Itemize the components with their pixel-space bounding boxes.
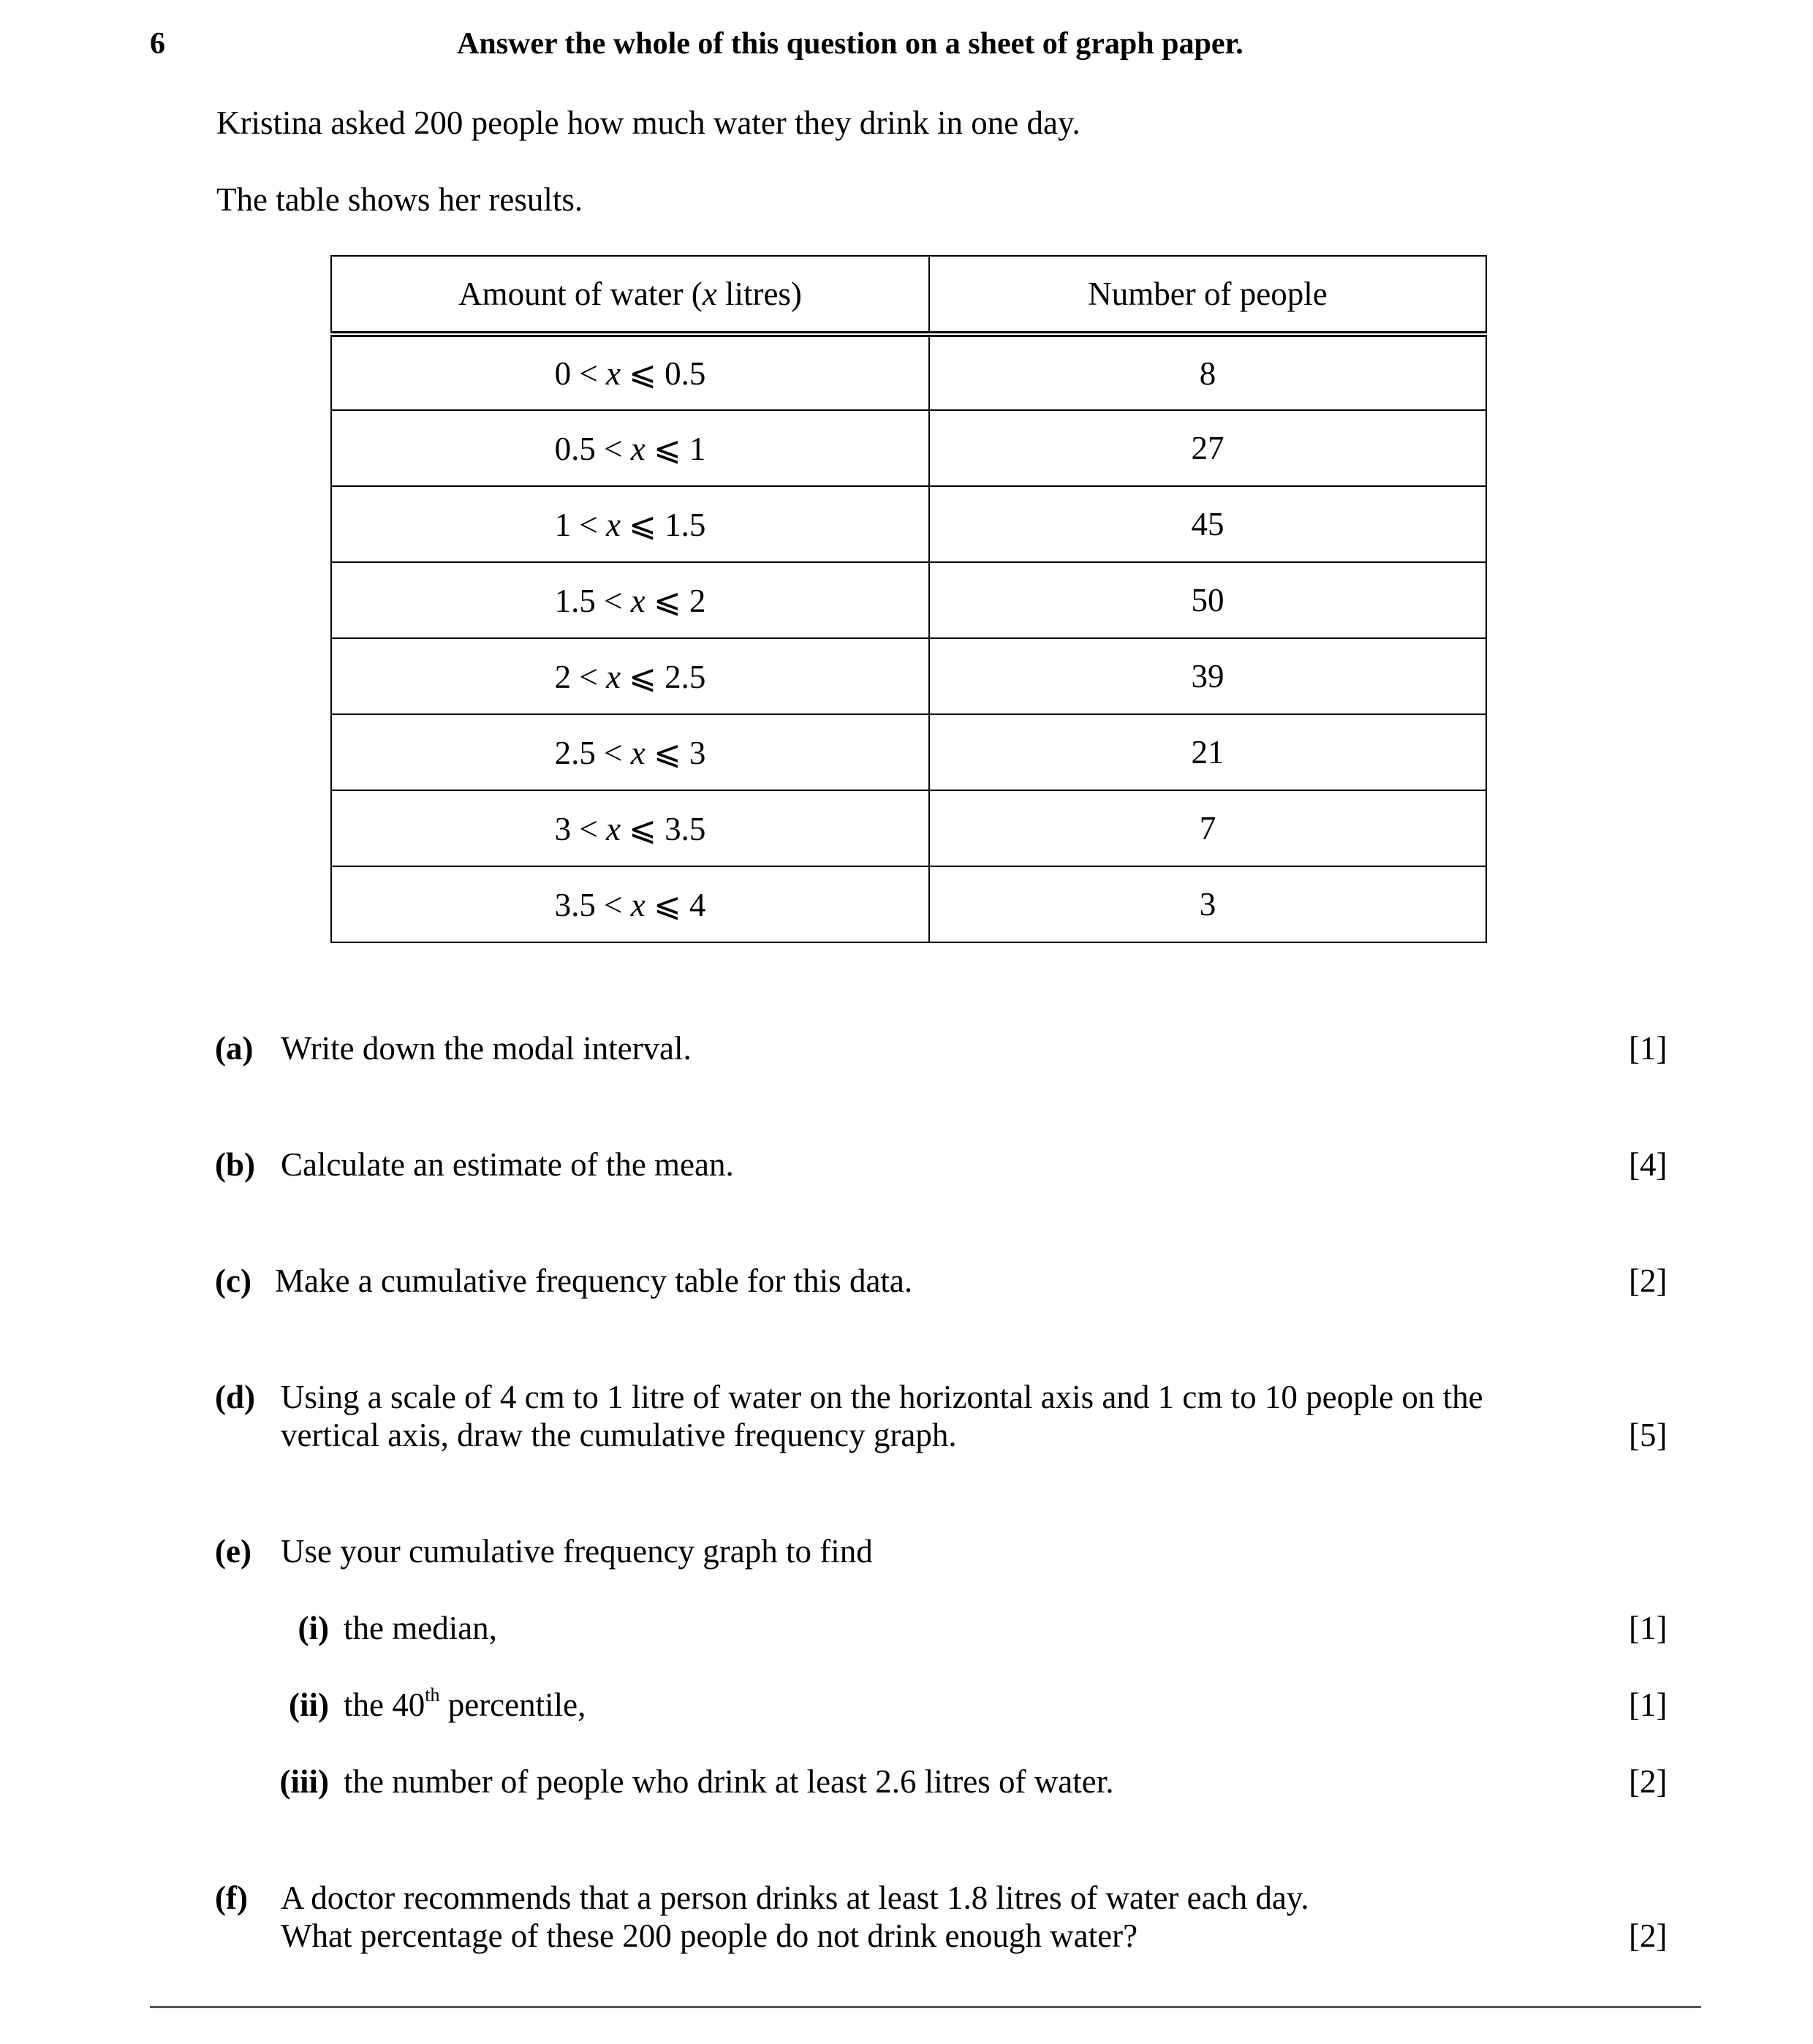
interval-cell: [331, 790, 929, 866]
part-e-iii-label: (iii): [279, 1763, 329, 1800]
less-than-sign: <: [579, 355, 598, 392]
less-or-equal-sign: ⩽: [629, 810, 656, 847]
part-d-label: (d): [215, 1379, 255, 1415]
part-b-label: (b): [215, 1146, 255, 1183]
part-e-i-marks: [1]: [1629, 1610, 1668, 1646]
interval-lower: 1.5: [554, 582, 596, 619]
interval-upper: 3: [689, 734, 706, 771]
part-e-ii-marks: [1]: [1629, 1687, 1668, 1723]
part-e-i-text: the median,: [344, 1610, 497, 1646]
less-than-sign: <: [604, 886, 623, 923]
part-a-text: Write down the modal interval.: [281, 1030, 692, 1067]
interval-upper: 3.5: [665, 810, 706, 847]
part-d-text-line-2: vertical axis, draw the cumulative frequency graph.: [281, 1417, 957, 1453]
part-a-label: (a): [215, 1030, 254, 1067]
less-than-sign: <: [604, 430, 623, 467]
frequency-cell: 8: [929, 334, 1486, 410]
part-e-text: Use your cumulative frequency graph to find: [281, 1533, 873, 1570]
less-or-equal-sign: ⩽: [653, 734, 681, 771]
part-c-label: (c): [215, 1263, 251, 1299]
less-or-equal-sign: ⩽: [653, 430, 681, 467]
interval-upper: 2: [689, 582, 706, 619]
frequency-cell: 21: [929, 714, 1486, 790]
less-than-sign: <: [604, 582, 623, 619]
interval-lower: 0: [554, 355, 572, 392]
less-or-equal-sign: ⩽: [653, 582, 681, 619]
part-e-ii-label: (ii): [289, 1687, 329, 1723]
table-row: [331, 638, 1486, 714]
interval-variable: x: [605, 658, 621, 695]
results-table: [330, 255, 1487, 943]
frequency-cell: 39: [929, 638, 1486, 714]
part-b-text: Calculate an estimate of the mean.: [281, 1146, 734, 1183]
part-e-i: [266, 1609, 497, 1647]
intro-line-1: Kristina asked 200 people how much water they drink in one day.: [216, 105, 1080, 141]
interval-variable: x: [630, 582, 646, 619]
part-f-label: (f): [215, 1880, 248, 1916]
interval-variable: x: [630, 734, 646, 771]
table-row: [331, 866, 1486, 942]
intro-line-2: The table shows her results.: [216, 181, 583, 218]
less-than-sign: <: [579, 810, 598, 847]
interval-variable: x: [630, 886, 646, 923]
less-than-sign: <: [579, 658, 598, 695]
part-e-iii-marks: [2]: [1629, 1763, 1668, 1800]
interval-upper: 1: [689, 430, 706, 467]
part-e-ii-text-post: percentile,: [439, 1687, 586, 1723]
interval-lower: 3: [554, 810, 572, 847]
part-e-iii: [266, 1763, 1113, 1801]
interval-upper: 2.5: [665, 658, 706, 695]
part-e-ii-superscript: th: [425, 1684, 440, 1706]
table-row: [331, 790, 1486, 866]
part-f-marks: [2]: [1629, 1918, 1668, 1954]
part-e: [215, 1532, 873, 1570]
interval-upper: 1.5: [665, 506, 706, 543]
part-c-marks: [2]: [1629, 1263, 1668, 1299]
interval-lower: 2.5: [554, 734, 596, 771]
part-e-i-label: (i): [298, 1610, 329, 1646]
part-f-text-line-2: What percentage of these 200 people do not drink enough water?: [281, 1918, 1138, 1954]
table-row: [331, 410, 1486, 486]
part-c-text: Make a cumulative frequency table for this data.: [275, 1263, 913, 1299]
table-row: [331, 486, 1486, 562]
part-e-ii-text-pre: the 40: [344, 1687, 425, 1723]
interval-cell: [331, 638, 929, 714]
table-row: [331, 334, 1486, 410]
table-row: [331, 714, 1486, 790]
interval-lower: 1: [554, 506, 572, 543]
frequency-cell: 7: [929, 790, 1486, 866]
part-f: [215, 1879, 1309, 1917]
part-b-marks: [4]: [1629, 1146, 1668, 1183]
less-or-equal-sign: ⩽: [629, 658, 656, 695]
frequency-cell: 27: [929, 410, 1486, 486]
interval-variable: x: [605, 506, 621, 543]
part-a-marks: [1]: [1629, 1030, 1668, 1067]
part-e-ii: [266, 1686, 586, 1724]
table-header-row: [331, 256, 1486, 334]
interval-cell: [331, 410, 929, 486]
interval-cell: [331, 334, 929, 410]
part-f-text-line-1: A doctor recommends that a person drinks at least 1.8 litres of water each day.: [281, 1880, 1309, 1916]
interval-cell: [331, 714, 929, 790]
part-e-label: (e): [215, 1533, 251, 1570]
frequency-cell: 3: [929, 866, 1486, 942]
interval-lower: 3.5: [554, 886, 596, 923]
part-d-marks: [5]: [1629, 1417, 1668, 1453]
header-number-of-people: Number of people: [929, 256, 1486, 334]
interval-cell: [331, 562, 929, 638]
part-d-text-line-1: Using a scale of 4 cm to 1 litre of water on the horizontal axis and 1 cm to 10 people on the: [281, 1379, 1483, 1415]
part-e-iii-text: the number of people who drink at least 2.6 litres of water.: [344, 1763, 1114, 1800]
less-or-equal-sign: ⩽: [629, 506, 656, 543]
interval-lower: 0.5: [554, 430, 596, 467]
interval-upper: 4: [689, 886, 706, 923]
header-amount-of-water: Amount of water (x litres): [331, 256, 929, 334]
interval-cell: [331, 866, 929, 942]
interval-cell: [331, 486, 929, 562]
less-than-sign: <: [604, 734, 623, 771]
interval-variable: x: [630, 430, 646, 467]
instruction-heading: Answer the whole of this question on a sheet of graph paper.: [457, 27, 1244, 61]
part-a: [215, 1029, 692, 1067]
question-number: 6: [150, 27, 165, 61]
part-d: [215, 1378, 1483, 1416]
frequency-cell: 45: [929, 486, 1486, 562]
interval-lower: 2: [554, 658, 572, 695]
less-or-equal-sign: ⩽: [629, 355, 656, 392]
frequency-cell: 50: [929, 562, 1486, 638]
part-b: [215, 1146, 734, 1184]
less-than-sign: <: [579, 506, 598, 543]
interval-upper: 0.5: [665, 355, 706, 392]
interval-variable: x: [605, 355, 621, 392]
interval-variable: x: [605, 810, 621, 847]
page-bottom-rule: [150, 2006, 1701, 2008]
less-or-equal-sign: ⩽: [653, 886, 681, 923]
part-c: [215, 1262, 912, 1300]
table-row: [331, 562, 1486, 638]
